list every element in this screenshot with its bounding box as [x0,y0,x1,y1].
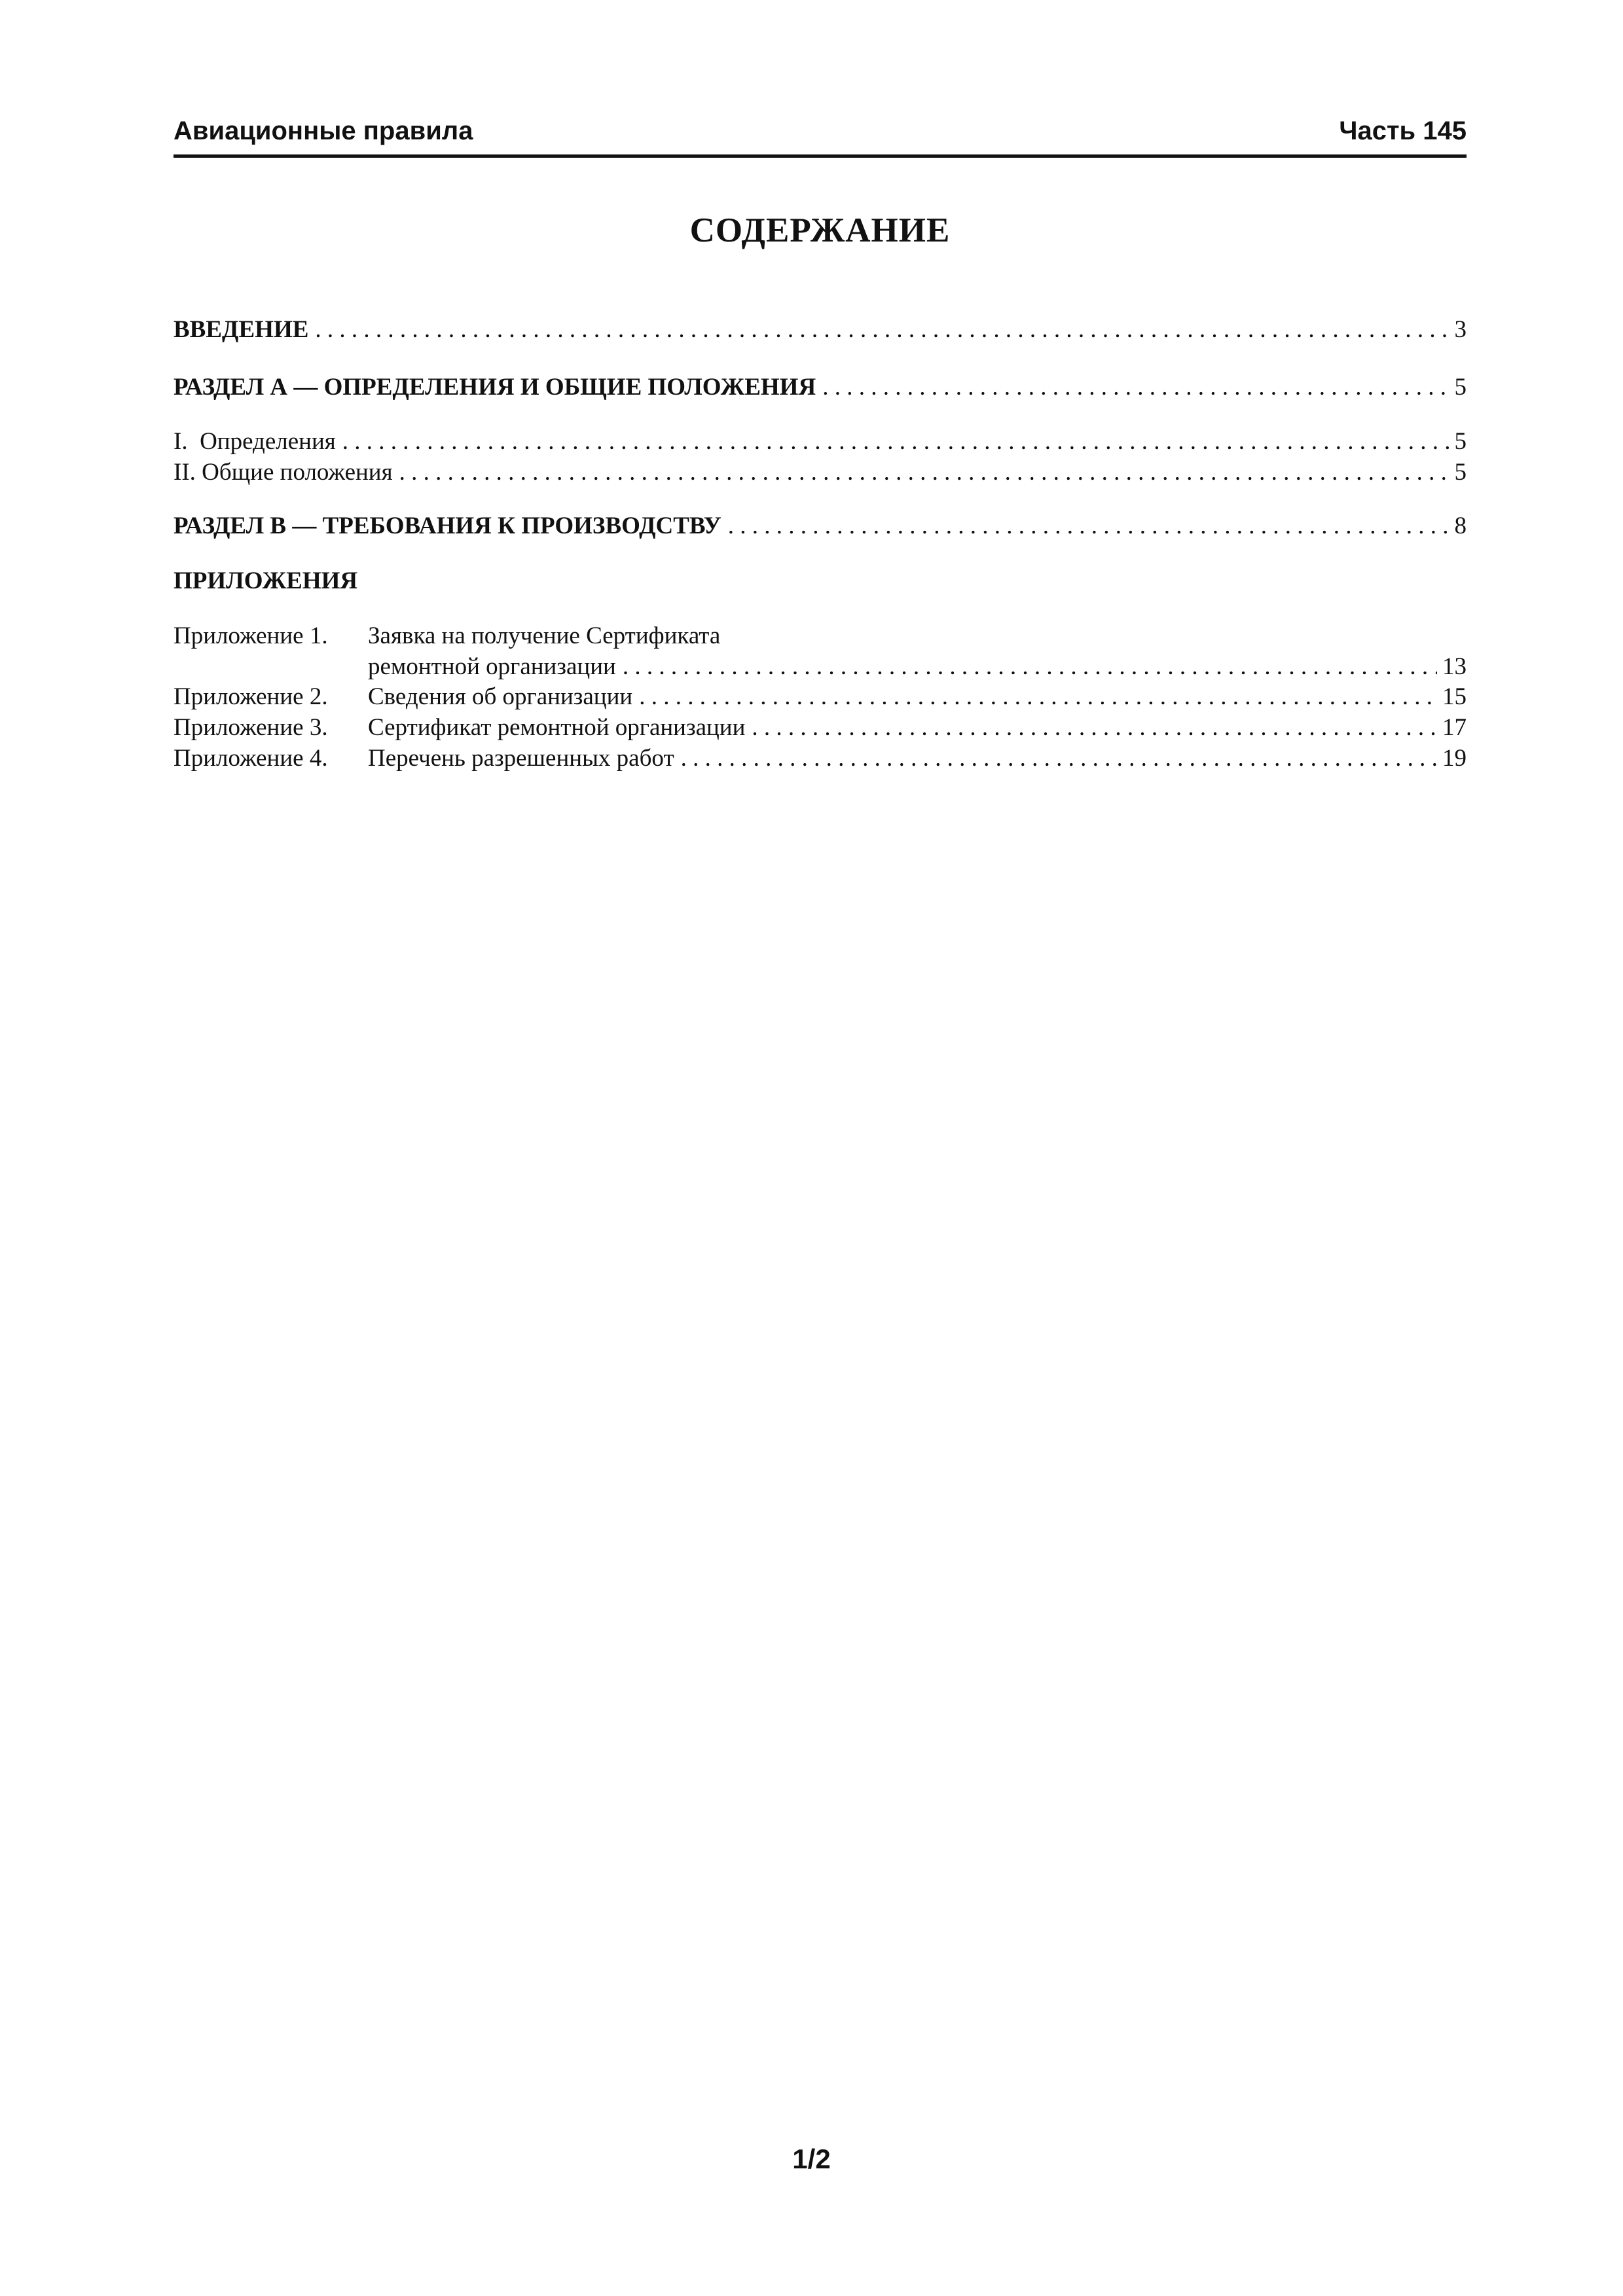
toc-entry-page: 15 [1442,683,1467,710]
toc-entry-page: 5 [1454,374,1467,401]
appendix-prefix: Приложение 3. [173,714,328,741]
dot-leader [822,373,1449,401]
toc-entry-page: 13 [1442,653,1467,680]
dot-leader [681,744,1437,772]
toc-title: СОДЕРЖАНИЕ [689,211,951,249]
appendix-prefix: Приложение 4. [173,745,328,772]
dot-leader [752,713,1437,742]
toc-entry-appendix-2[interactable] [173,683,1467,711]
toc-entry-section-a[interactable] [173,373,1467,401]
toc-entry-label: РАЗДЕЛ А — ОПРЕДЕЛЕНИЯ И ОБЩИЕ ПОЛОЖЕНИЯ [173,374,816,401]
toc-entry-appendix-4[interactable] [173,744,1467,772]
toc-entry-page: 17 [1442,714,1467,741]
header-document-title: Авиационные правила [173,117,473,145]
toc-entry-page: 19 [1442,745,1467,772]
dot-leader [399,458,1450,486]
dot-leader [623,653,1437,681]
toc-entry-page: 3 [1454,316,1467,343]
toc-entry-appendix-1[interactable] [173,653,1467,681]
toc-entry-page: 8 [1454,512,1467,539]
toc-entry-label: ремонтной организации [368,653,616,680]
toc-entry-introduction[interactable] [173,315,1467,344]
toc-entry-page: 5 [1454,428,1467,455]
toc-entry-label: ВВЕДЕНИЕ [173,316,309,343]
appendix-prefix: Приложение 2. [173,683,328,710]
toc-entry-appendix-1-line1[interactable] [173,622,1467,650]
dot-leader [639,683,1437,711]
toc-entry-label: РАЗДЕЛ В — ТРЕБОВАНИЯ К ПРОИЗВОДСТВУ [173,512,721,539]
toc-entry-general-provisions[interactable] [173,458,1467,486]
dot-leader [342,427,1450,456]
toc-entry-section-b[interactable] [173,512,1467,540]
toc-entry-label: Перечень разрешенных работ [368,745,674,772]
header-part-number: Часть 145 [1339,117,1467,145]
toc-entry-label: II. Общие положения [173,459,393,486]
toc-entry-label: Сертификат ремонтной организации [368,714,746,741]
toc-entry-appendix-3[interactable] [173,713,1467,742]
appendices-heading: ПРИЛОЖЕНИЯ [173,567,358,594]
toc-entry-label: Сведения об организации [368,683,633,710]
footer-page-number: 1/2 [792,2144,831,2174]
appendix-label-line1: Заявка на получение Сертификата [368,622,721,649]
page-header [173,111,1467,158]
toc-entry-label: I. Определения [173,428,336,455]
dot-leader [315,315,1449,344]
dot-leader [728,512,1450,540]
toc-entry-page: 5 [1454,459,1467,486]
toc-entry-definitions[interactable] [173,427,1467,456]
appendix-prefix: Приложение 1. [173,622,328,649]
